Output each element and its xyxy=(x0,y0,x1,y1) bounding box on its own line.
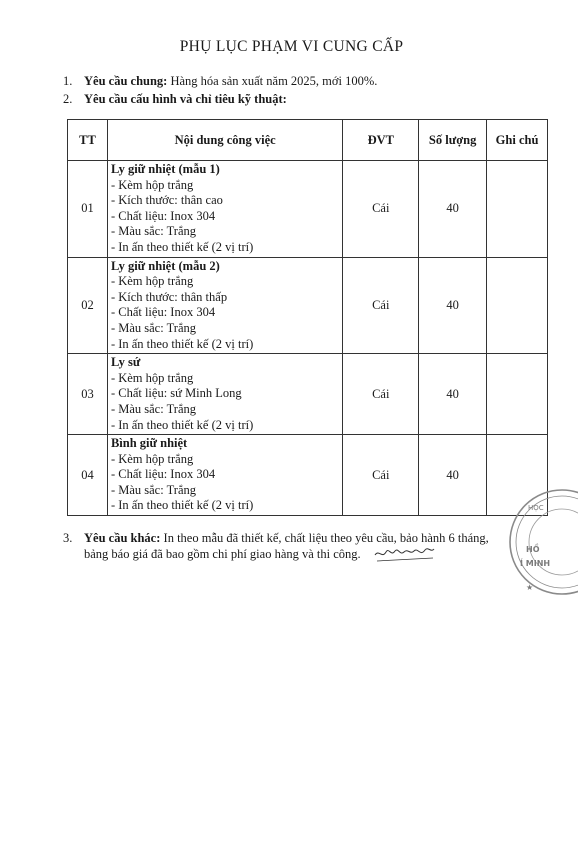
item-name: Ly sứ xyxy=(110,355,141,370)
cell-quantity: 40 xyxy=(419,161,487,258)
table-row xyxy=(68,257,548,354)
cell-unit: Cái xyxy=(343,354,419,435)
requirement-label: Yêu cầu chung: xyxy=(84,74,168,88)
cell-content xyxy=(107,161,342,258)
requirement-label: Yêu cầu cấu hình và chỉ tiêu kỹ thuật: xyxy=(84,92,287,106)
cell-content xyxy=(107,435,342,516)
item-spec: - Chất liệu: Inox 304 xyxy=(110,467,216,482)
table-row xyxy=(68,354,548,435)
cell-tt: 01 xyxy=(68,161,108,258)
table-header-row xyxy=(68,120,548,161)
cell-quantity: 40 xyxy=(419,435,487,516)
item-spec: - Kèm hộp trắng xyxy=(110,177,194,192)
requirement-config xyxy=(63,91,287,107)
table-row xyxy=(68,161,548,258)
stamp-text: HỒ xyxy=(526,545,540,554)
cell-unit: Cái xyxy=(343,161,419,258)
item-spec: - Kèm hộp trắng xyxy=(110,274,194,289)
item-spec: - In ấn theo thiết kế (2 vị trí) xyxy=(110,239,254,254)
item-spec: - Màu sắc: Trắng xyxy=(110,482,197,497)
cell-unit: Cái xyxy=(343,257,419,354)
requirement-other xyxy=(63,530,548,562)
cell-unit: Cái xyxy=(343,435,419,516)
header-tt: TT xyxy=(68,120,108,161)
item-spec: - Kèm hộp trắng xyxy=(110,451,194,466)
cell-note xyxy=(487,257,548,354)
item-spec: - Chất liệu: Inox 304 xyxy=(110,305,216,320)
cell-tt: 02 xyxy=(68,257,108,354)
table-row xyxy=(68,435,548,516)
item-spec: - Màu sắc: Trắng xyxy=(110,224,197,239)
item-spec: - In ấn theo thiết kế (2 vị trí) xyxy=(110,498,254,513)
item-name: Ly giữ nhiệt (mẫu 1) xyxy=(110,162,220,176)
requirement-number: 2. xyxy=(63,92,73,106)
item-spec: - In ấn theo thiết kế (2 vị trí) xyxy=(110,417,254,432)
header-quantity: Số lượng xyxy=(419,120,487,161)
item-spec: - Chất liệu: Inox 304 xyxy=(110,208,216,223)
page-title: PHỤ LỤC PHẠM VI CUNG CẤP xyxy=(179,38,404,55)
cell-content xyxy=(107,257,342,354)
seal-stamp xyxy=(506,486,578,598)
requirement-general xyxy=(63,73,377,89)
cell-note xyxy=(487,161,548,258)
requirement-label: Yêu cầu khác: xyxy=(84,531,161,545)
item-spec: - Chất liệu: sứ Minh Long xyxy=(110,386,242,401)
scope-table xyxy=(67,119,548,516)
cell-quantity: 40 xyxy=(419,257,487,354)
header-note: Ghi chú xyxy=(487,120,548,161)
stamp-text: Í MINH xyxy=(520,559,551,568)
cell-content xyxy=(107,354,342,435)
requirement-text: In theo mẫu đã thiết kế, chất liệu theo yêu cầu, bảo hành 6 tháng, xyxy=(160,531,489,545)
requirement-text: Hàng hóa sản xuất năm 2025, mới 100%. xyxy=(167,74,378,88)
stamp-text: HỌC xyxy=(528,504,544,512)
item-spec: - Kèm hộp trắng xyxy=(110,370,194,385)
cell-note xyxy=(487,354,548,435)
requirement-number: 3. xyxy=(63,531,73,545)
header-content: Nội dung công việc xyxy=(107,120,342,161)
item-spec: - Màu sắc: Trắng xyxy=(110,320,197,335)
cell-quantity: 40 xyxy=(419,354,487,435)
requirement-text-continued: bảng báo giá đã bao gồm chi phí giao hàng và thi công. xyxy=(84,547,361,561)
item-spec: - Kích thước: thân thấp xyxy=(110,289,228,304)
item-spec: - In ấn theo thiết kế (2 vị trí) xyxy=(110,336,254,351)
cell-tt: 03 xyxy=(68,354,108,435)
cell-tt: 04 xyxy=(68,435,108,516)
signature-mark xyxy=(373,543,441,565)
star-icon: ★ xyxy=(526,583,534,592)
item-name: Bình giữ nhiệt xyxy=(110,436,188,451)
requirement-number: 1. xyxy=(63,74,73,88)
item-spec: - Kích thước: thân cao xyxy=(110,193,223,208)
header-unit: ĐVT xyxy=(343,120,419,161)
item-spec: - Màu sắc: Trắng xyxy=(110,401,197,416)
item-name: Ly giữ nhiệt (mẫu 2) xyxy=(110,258,220,273)
